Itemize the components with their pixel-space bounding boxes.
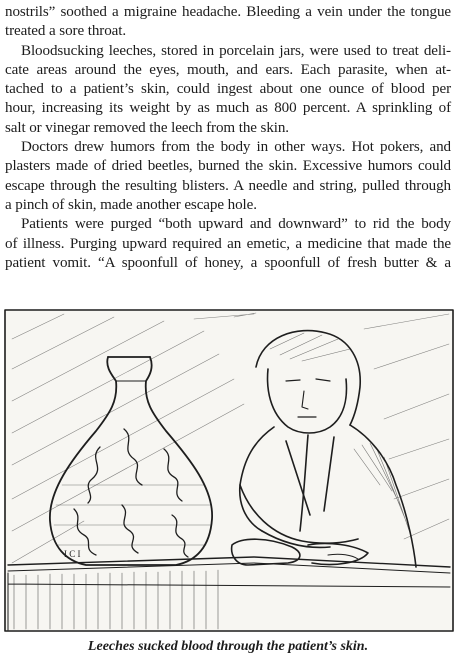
text-line: patient vomit. “A spoonfull of honey, a spoonfull of fresh butter & a — [5, 254, 451, 271]
woman-figure — [232, 331, 416, 567]
text-line: a pinch of skin, made another escape hole. — [5, 196, 257, 213]
text-line: tached to a patient’s skin, could ingest about one ounce of blood per — [5, 81, 451, 98]
text-line: plasters made of dried beetles, burned the skin. Excessive humors could — [5, 158, 451, 175]
glass-jar — [50, 357, 212, 565]
text-line: escape through the resulting blisters. A needle and string, pulled through — [5, 177, 451, 194]
figure-caption: Leeches sucked blood through the patient’s skin. — [87, 639, 369, 654]
jar-mark: I C I — [64, 549, 81, 559]
text-line: of illness. Purging upward required an emetic, a medicine that made the — [5, 235, 451, 252]
text-line: treated a sore throat. — [5, 23, 127, 40]
text-line: Bloodsucking leeches, stored in porcelain jars, were used to treat deli- — [21, 42, 451, 59]
text-line: hour, increasing its weight by as much as 800 percent. A sprinkling of — [5, 100, 451, 117]
text-line: salt or vinegar removed the leech from the skin. — [5, 119, 289, 136]
woodcut-drawing — [4, 309, 454, 632]
table — [8, 557, 450, 630]
text-line: cate areas around the eyes, mouth, and ears. Each parasite, when at- — [5, 61, 451, 78]
body-text — [5, 3, 451, 273]
leech-illustration — [4, 309, 454, 632]
text-line: Patients were purged “both upward and downward” to rid the body — [21, 216, 451, 233]
text-line: Doctors drew humors from the body in other ways. Hot pokers, and — [21, 139, 451, 156]
text-line: nostrils” soothed a migraine headache. Bleeding a vein under the tongue — [5, 4, 451, 20]
